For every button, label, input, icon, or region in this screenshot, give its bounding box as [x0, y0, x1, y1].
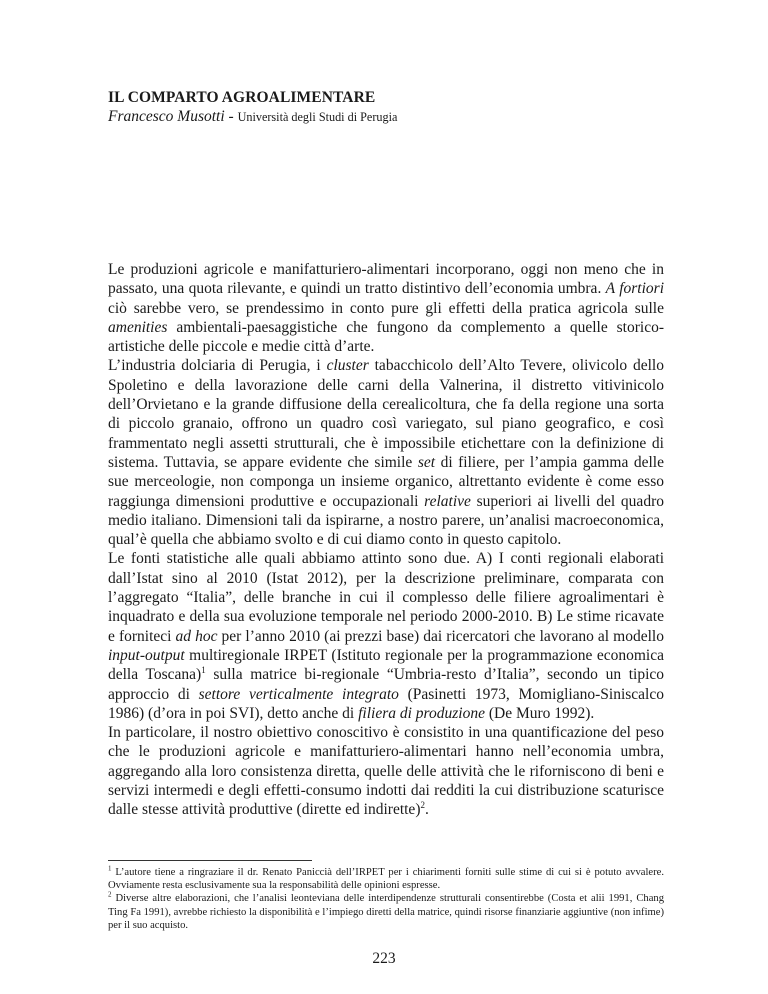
text-run: In particolare, il nostro obiettivo conoscitivo è consistito in una quantificazione del peso che le produzioni agricole e manifatturiero-alimentari hanno nell’economia umbra, aggregando alla loro consistenza diretta, quelle delle attività che le riforniscono di beni e servizi intermedi e degli effetti-consumo indotti dai redditi la cui distribuzione scaturisce dalle stesse attività produttive (dirette ed indirette) [108, 724, 664, 819]
footnote-divider [108, 860, 312, 861]
body-text [108, 260, 664, 820]
italic-term: settore verticalmente integrato [198, 685, 399, 703]
paragraph-3 [108, 549, 664, 723]
text-run: (De Muro 1992). [484, 704, 595, 722]
paragraph-2 [108, 356, 664, 549]
author-affiliation: Università degli Studi di Perugia [237, 110, 398, 124]
italic-term: A fortiori [605, 280, 664, 298]
footnote-1 [108, 866, 664, 892]
text-run: (Pasinetti 1973, Momigliano-Siniscalco 1986) (d’ora in poi SVI), detto anche di [108, 685, 664, 722]
text-run: sulla matrice bi-regionale “Umbria-resto d’Italia”, secondo un tipico approccio di [108, 666, 664, 703]
italic-term: relative [424, 492, 471, 510]
author-name: Francesco Musotti [108, 108, 225, 125]
italic-term: input-output [108, 646, 185, 664]
text-run: tabacchicolo dell’Alto Tevere, olivicolo dello Spoletino e della lavorazione delle carni della Valnerina, il distretto vitivinicolo dell’Orvietano e la grande diffusione della cerealicoltura, che fa della regione una sorta di piccolo granaio, offrono un quadro così variegato, sul piano geografico, e così frammentato negli assetti strutturali, che è impossibile etichettare con la definizione di sistema. Tuttavia, se appare evidente che simile [108, 357, 664, 471]
footnote-mark: 1 [108, 864, 112, 873]
text-run: di filiere, per l’ampia gamma delle sue merceologie, non componga un insieme organico, altrettanto evidente è come esso raggiunga dimensioni produttive e occupazionali [108, 453, 664, 510]
text-run: L’industria dolciaria di Perugia, i [108, 357, 327, 375]
italic-term: set [417, 453, 436, 471]
text-run: multiregionale IRPET (Istituto regionale per la programmazione economica della Toscana) [108, 646, 664, 684]
text-run: Le fonti statistiche alle quali abbiamo attinto sono due. A) I conti regionali elaborati dall’Istat sino al 2010 (Istat 2012), per la descrizione preliminare, comparata con l’aggregato “Italia”, delle branche in cui il complesso delle filiere agroalimentari è inquadrato e della sua evoluzione temporale nel periodo 2000-2010. B) Le stime ricavate e forniteci [108, 550, 664, 645]
footnote-text: Diverse altre elaborazioni, che l’analisi leonteviana delle interdipendenze strutturali consentirebbe (Costa et alii 1991, Chang Ting Fa 1991), avrebbe richiesto la disponibilità e l’impiego diretti della matrice, quindi risorse finanziarie aggiuntive (non infime) per il suo acquisto. [108, 893, 664, 931]
text-run: Le produzioni agricole e manifatturiero-alimentari incorporano, oggi non meno che in passato, una quota rilevante, e quindi un tratto distintivo dell’economia umbra. [108, 261, 664, 298]
footnote-ref-1[interactable]: 1 [201, 665, 206, 676]
footnote-ref-2[interactable]: 2 [420, 800, 425, 811]
text-run: superiori ai livelli del quadro medio italiano. Dimensioni tali da ispirarne, a nostro parere, un’analisi macroeconomica, qual’è quella che abbiamo svolto e di cui diamo conto in questo capitolo. [108, 492, 664, 549]
author-line [108, 108, 397, 126]
footnotes [108, 866, 664, 932]
footnote-2 [108, 892, 664, 932]
text-run: ambientali-paesaggistiche che fungono da complemento a quelle storico-artistiche delle piccole e medie città d’arte. [108, 318, 664, 356]
paragraph-1 [108, 260, 664, 356]
chapter-title: IL COMPARTO AGROALIMENTARE [108, 89, 376, 106]
paragraph-4 [108, 723, 664, 819]
footnote-text: L’autore tiene a ringraziare il dr. Renato Paniccià dell’IRPET per i chiarimenti forniti sulle stime di cui si è potuto avvalere. Ovviamente resta esclusivamente sua la responsabilità delle opinioni espresse. [108, 867, 664, 892]
text-run: ciò sarebbe vero, se prendessimo in conto pure gli effetti della pratica agricola sulle [108, 299, 664, 317]
italic-term: amenities [108, 318, 168, 336]
italic-term: ad hoc [175, 627, 218, 645]
page-number: 223 [372, 950, 396, 967]
italic-term: filiera di produzione [358, 704, 485, 722]
text-run: . [424, 801, 429, 819]
author-separator: - [224, 108, 238, 125]
italic-term: cluster [326, 357, 369, 375]
footnote-mark: 2 [108, 890, 112, 899]
text-run: per l’anno 2010 (ai prezzi base) dai ricercatori che lavorano al modello [217, 627, 664, 645]
